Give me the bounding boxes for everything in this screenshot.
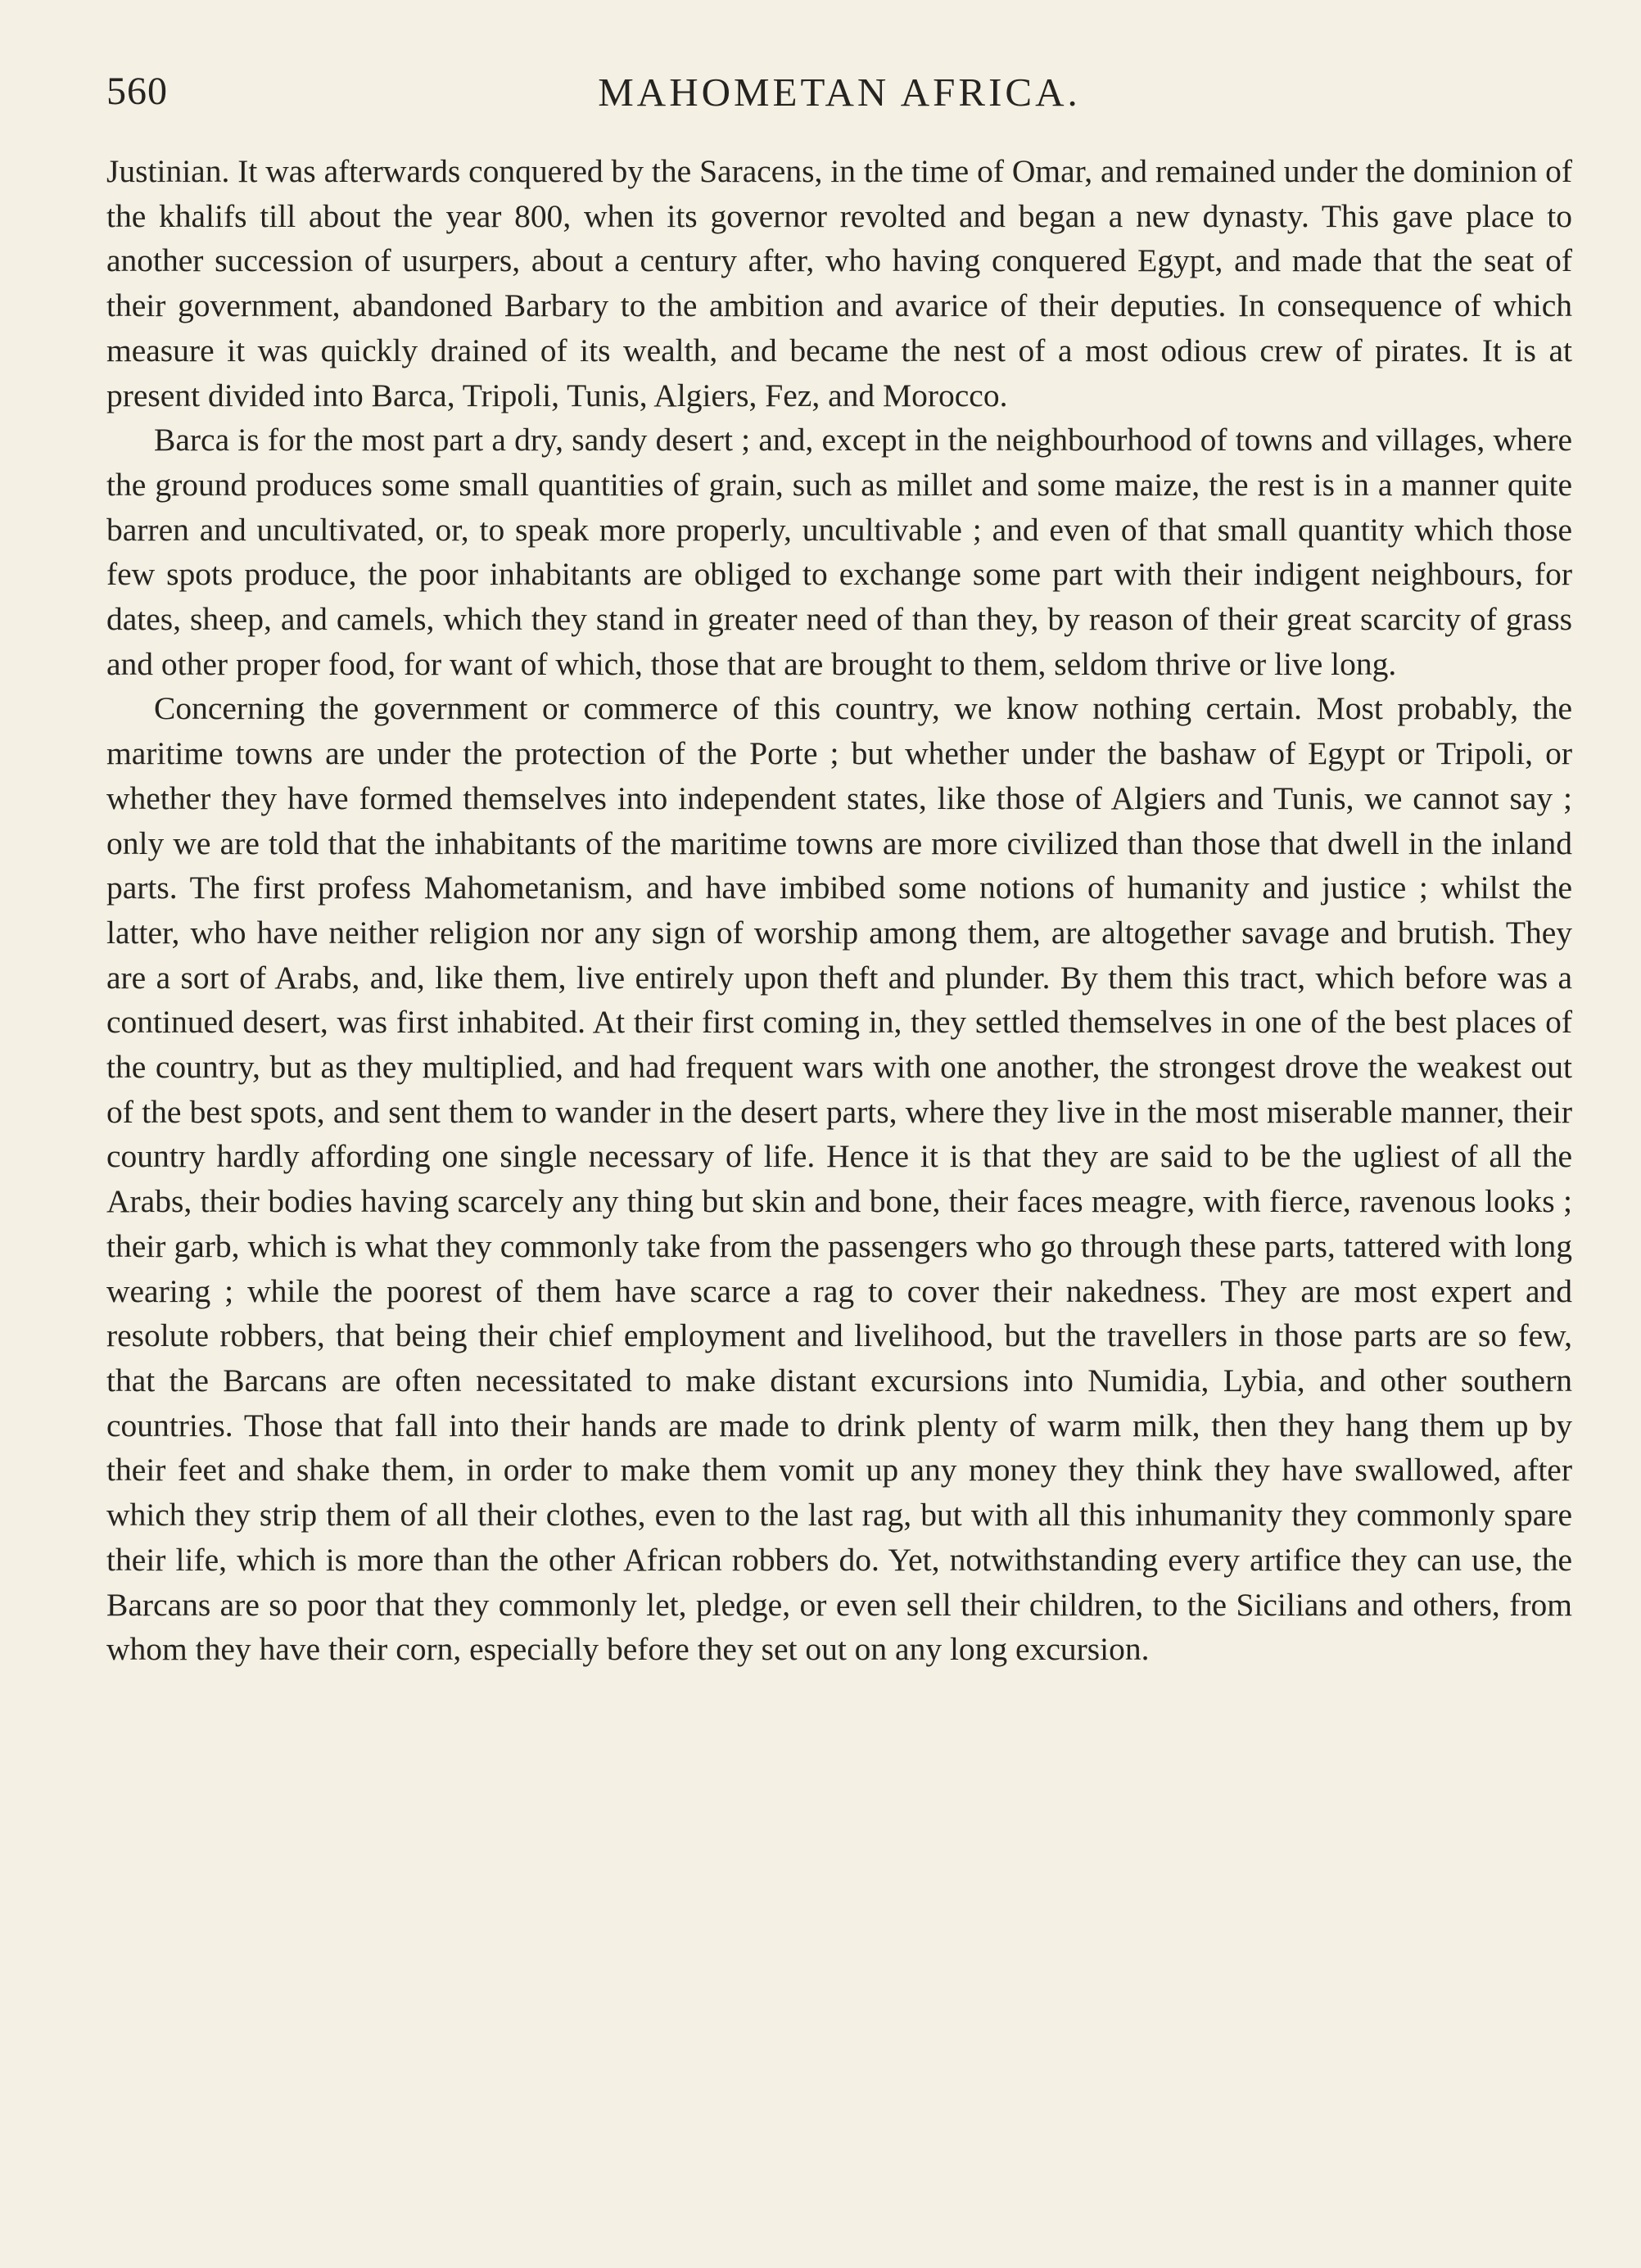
body-text [106,149,1572,1672]
page-header [106,66,1572,131]
page-number: 560 [106,70,168,113]
running-title: MAHOMETAN AFRICA. [598,70,1081,115]
paragraph-barca-description: Barca is for the most part a dry, sandy desert ; and, except in the neighbourhood of towns and villages, where the ground produces some small quantities of grain, such as millet and some maize, the rest is in a manner quite barren and uncultivated, or, to speak more properly, uncultivable ; and even of that small quantity which those few spots produce, the poor inhabitants are obliged to exchange some part with their indigent neighbours, for dates, sheep, and camels, which they stand in greater need of than they, by reason of their great scarcity of grass and other proper food, for want of which, those that are brought to them, seldom thrive or live long. [106,422,1572,682]
paragraph-government-commerce: Concerning the government or commerce of this country, we know nothing certain. Most probably, the maritime towns are under the protection of the Porte ; but whether under the bashaw of Egypt or Tripoli, or whether they have formed themselves into independent states, like those of Algiers and Tunis, we cannot say ; only we are told that the inhabitants of the maritime towns are more civilized than those that dwell in the inland parts. The first profess Mahometanism, and have imbibed some notions of humanity and justice ; whilst the latter, who have neither religion nor any sign of worship among them, are altogether savage and brutish. They are a sort of Arabs, and, like them, live entirely upon theft and plunder. By them this tract, which before was a continued desert, was first inhabited. At their first coming in, they settled themselves in one of the best places of the country, but as they multiplied, and had frequent wars with one another, the strongest drove the weakest out of the best spots, and sent them to wander in the desert parts, where they live in the most miserable manner, their country hardly affording one single necessary of life. Hence it is that they are said to be the ugliest of all the Arabs, their bodies having scarcely any thing but skin and bone, their faces meagre, with fierce, ravenous looks ; their garb, which is what they commonly take from the passengers who go through these parts, tattered with long wearing ; while the poorest of them have scarce a rag to cover their nakedness. They are most expert and resolute robbers, that being their chief employment and livelihood, but the travellers in those parts are so few, that the Barcans are often necessitated to make distant excursions into Numidia, Lybia, and other southern countries. Those that fall into their hands are made to drink plenty of warm milk, then they hang them up by their feet and shake them, in order to make them vomit up any money they think they have swallowed, after which they strip them of all their clothes, even to the last rag, but with all this inhumanity they commonly spare their life, which is more than the other African robbers do. Yet, notwithstanding every artifice they can use, the Barcans are so poor that they commonly let, pledge, or even sell their children, to the Sicilians and others, from whom they have their corn, especially before they set out on any long excursion. [106,690,1572,1668]
paragraph-justinian: Justinian. It was afterwards conquered by the Saracens, in the time of Omar, and remained under the dominion of the khalifs till about the year 800, when its governor revolted and began a new dynasty. This gave place to another succession of usurpers, about a century after, who having conquered Egypt, and made that the seat of their government, abandoned Barbary to the ambition and avarice of their deputies. In consequence of which measure it was quickly drained of its wealth, and became the nest of a most odious crew of pirates. It is at present divided into Barca, Tripoli, Tunis, Algiers, Fez, and Morocco. [106,153,1572,413]
